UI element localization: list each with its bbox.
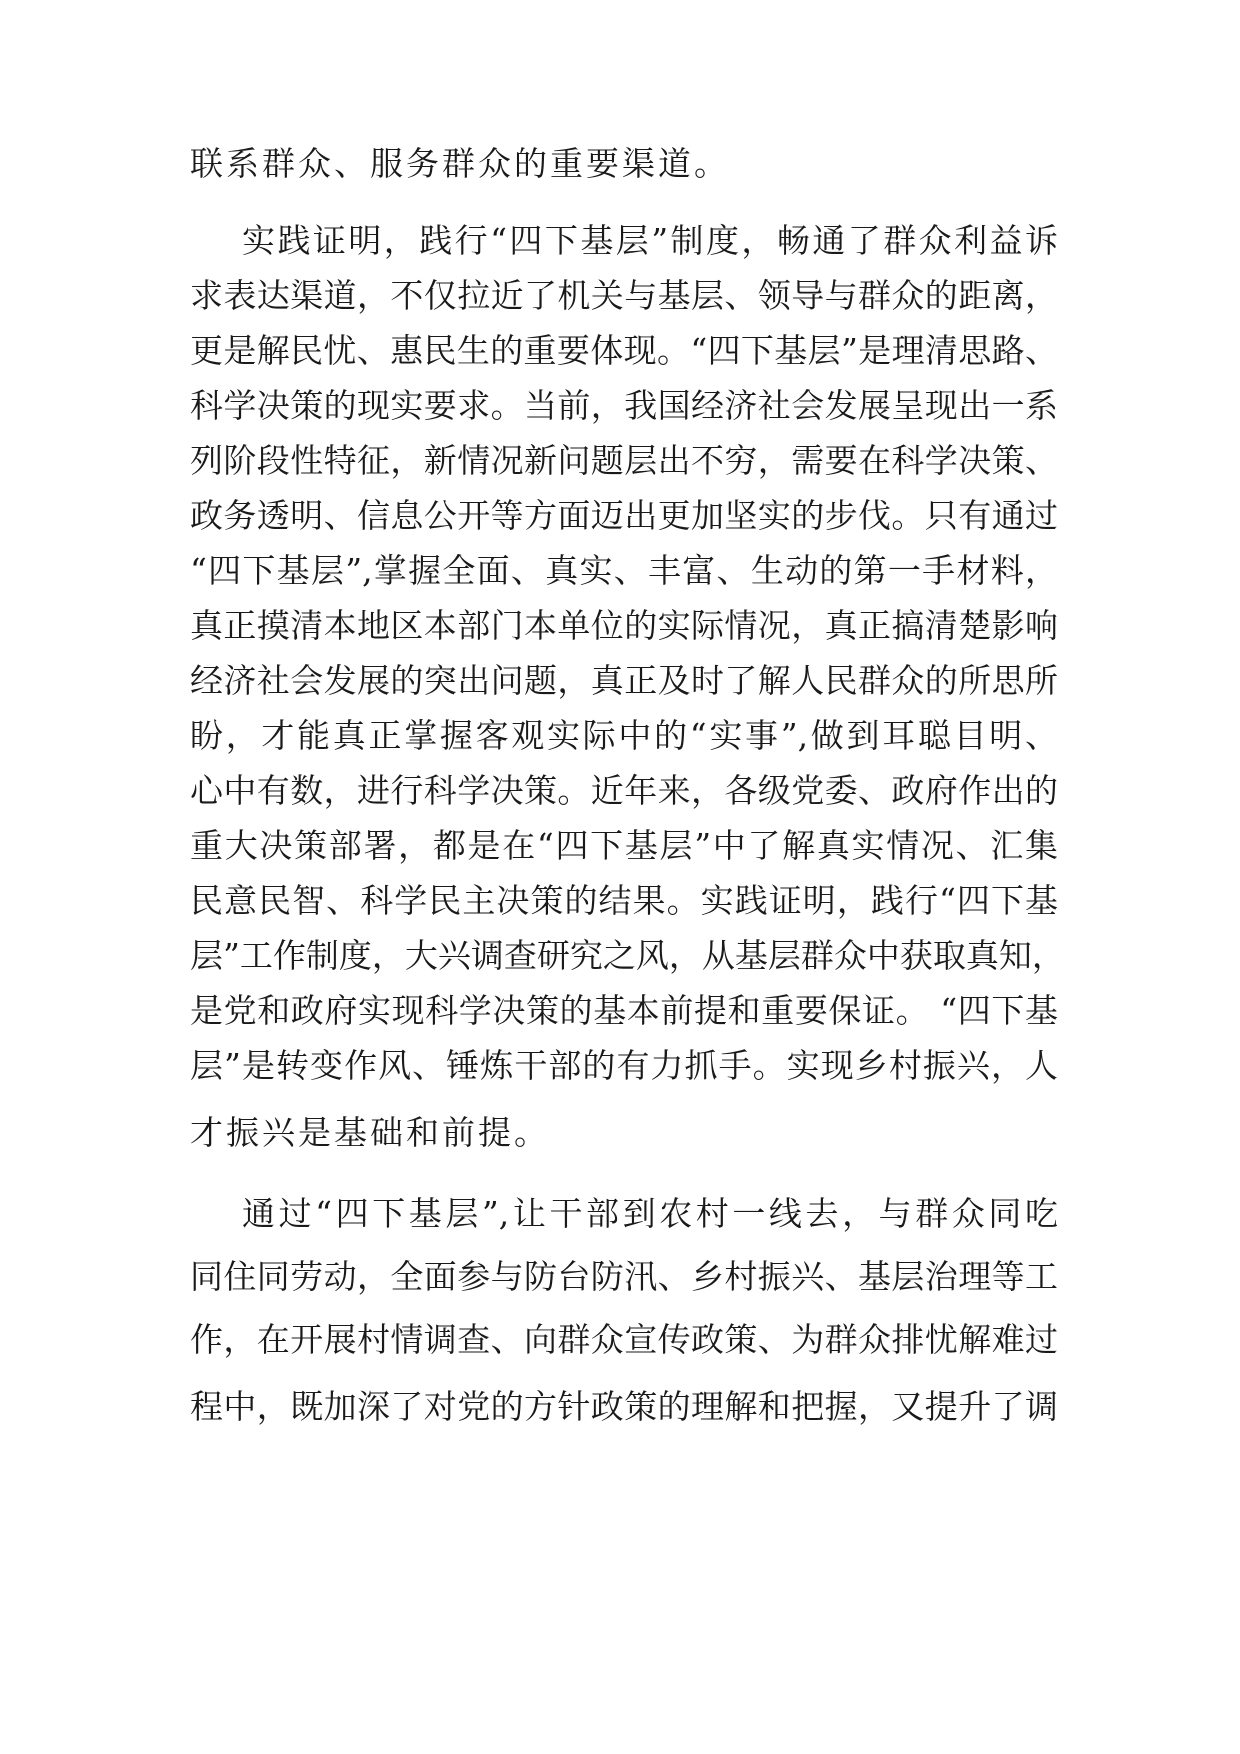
text-line: 列阶段性特征，新情况新问题层出不穷，需要在科学决策、: [190, 441, 1058, 480]
text-line: 层”是转变作风、锤炼干部的有力抓手。实现乡村振兴，人: [190, 1046, 1058, 1085]
text-line: 求表达渠道，不仅拉近了机关与基层、领导与群众的距离，: [190, 276, 1058, 315]
text-line: 心中有数，进行科学决策。近年来，各级党委、政府作出的: [190, 771, 1058, 810]
text-line: 联系群众、服务群众的重要渠道。: [190, 144, 730, 183]
text-line: “四下基层”,掌握全面、真实、丰富、生动的第一手材料，: [190, 551, 1058, 590]
text-line: 实践证明，践行“四下基层”制度，畅通了群众利益诉: [242, 221, 1058, 260]
text-line: 经济社会发展的突出问题，真正及时了解人民群众的所思所: [190, 661, 1058, 700]
text-line: 民意民智、科学民主决策的结果。实践证明，践行“四下基: [190, 881, 1058, 920]
text-line: 政务透明、信息公开等方面迈出更加坚实的步伐。只有通过: [190, 496, 1058, 535]
text-line: 是党和政府实现科学决策的基本前提和重要保证。 “四下基: [190, 991, 1058, 1030]
text-line: 程中，既加深了对党的方针政策的理解和把握，又提升了调: [190, 1387, 1058, 1426]
text-line: 重大决策部署，都是在“四下基层”中了解真实情况、汇集: [190, 826, 1058, 865]
text-line: 同住同劳动，全面参与防台防汛、乡村振兴、基层治理等工: [190, 1257, 1058, 1296]
text-line: 科学决策的现实要求。当前，我国经济社会发展呈现出一系: [190, 386, 1058, 425]
text-line: 通过“四下基层”,让干部到农村一线去，与群众同吃: [242, 1194, 1058, 1233]
text-line: 作，在开展村情调查、向群众宣传政策、为群众排忧解难过: [190, 1320, 1058, 1359]
text-line: 真正摸清本地区本部门本单位的实际情况，真正搞清楚影响: [190, 606, 1058, 645]
text-line: 更是解民忧、惠民生的重要体现。“四下基层”是理清思路、: [190, 331, 1058, 370]
text-line: 才振兴是基础和前提。: [190, 1113, 550, 1152]
text-line: 盼，才能真正掌握客观实际中的“实事”,做到耳聪目明、: [190, 716, 1058, 755]
text-line: 层”工作制度，大兴调查研究之风，从基层群众中获取真知，: [190, 936, 1065, 975]
